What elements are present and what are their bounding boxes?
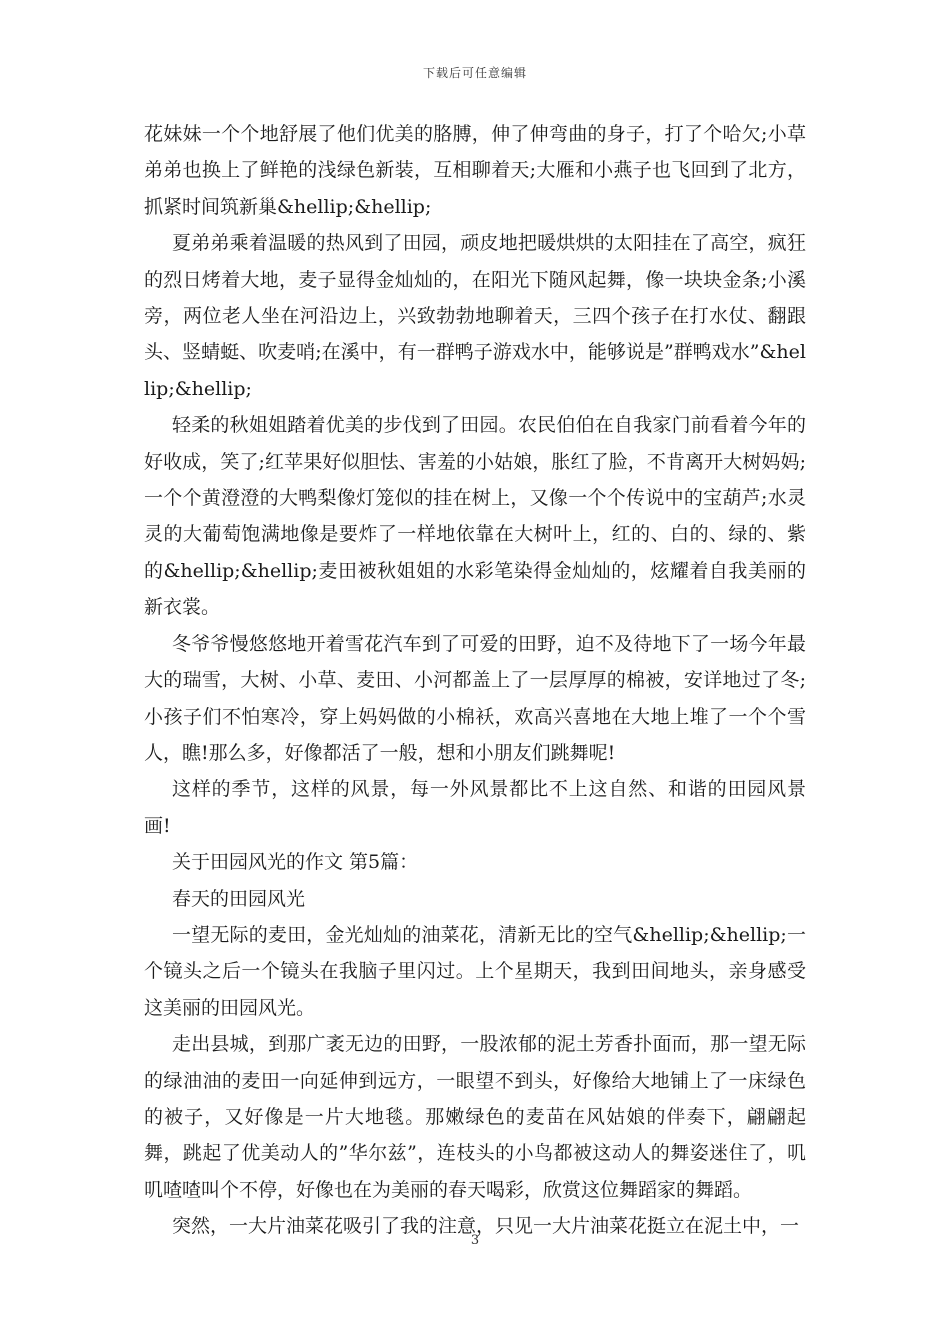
page-header: 下载后可任意编辑	[422, 66, 527, 80]
essay-title: 春天的田园风光	[172, 887, 306, 910]
page-content	[144, 116, 806, 1245]
section-heading: 关于田园风光的作文 第5篇：	[172, 851, 419, 874]
paragraph-8: 突然，一大片油菜花吸引了我的注意，只见一大片油菜花挺立在泥土中，一	[172, 1215, 800, 1238]
paragraph-4: 冬爷爷慢悠悠地开着雪花汽车到了可爱的田野，迫不及待地下了一场今年最大的瑞雪，大树、小草、麦田、小河都盖上了一层厚厚的棉被，安详地过了冬;小孩子们不怕寒冷，穿上妈妈做的小棉袄，欢高兴喜地在大地上堆了一个个雪人，瞧!那么多，好像都活了一般，想和小朋友们跳舞呢!	[144, 632, 806, 764]
paragraph-1: 花妹妹一个个地舒展了他们优美的胳膊，伸了伸弯曲的身子，打了个哈欠;小草弟弟也换上了鲜艳的浅绿色新装，互相聊着天;大雁和小燕子也飞回到了北方，抓紧时间筑新巢&hellip;&hellip;	[144, 123, 806, 218]
page-number: 3	[470, 1233, 480, 1248]
paragraph-2: 夏弟弟乘着温暖的热风到了田园，顽皮地把暖烘烘的太阳挂在了高空，疯狂的烈日烤着大地，麦子显得金灿灿的，在阳光下随风起舞，像一块块金条;小溪旁，两位老人坐在河沿边上，兴致勃勃地聊着天，三四个孩子在打水仗、翻跟头、竖蜻蜓、吹麦哨;在溪中，有一群鸭子游戏水中，能够说是”群鸭戏水”&hellip;&hellip;	[144, 232, 806, 400]
paragraph-3: 轻柔的秋姐姐踏着优美的步伐到了田园。农民伯伯在自我家门前看着今年的好收成，笑了;红苹果好似胆怯、害羞的小姑娘，胀红了脸，不肯离开大树妈妈;一个个黄澄澄的大鸭梨像灯笼似的挂在树上，又像一个个传说中的宝葫芦;水灵灵的大葡萄饱满地像是要炸了一样地依靠在大树叶上，红的、白的、绿的、紫的&hellip;&hellip;麦田被秋姐姐的水彩笔染得金灿灿的，炫耀着自我美丽的新衣裳。	[144, 414, 806, 619]
paragraph-5: 这样的季节，这样的风景，每一外风景都比不上这自然、和谐的田园风景画!	[144, 778, 806, 837]
paragraph-6: 一望无际的麦田，金光灿灿的油菜花，清新无比的空气&hellip;&hellip;一个镜头之后一个镜头在我脑子里闪过。上个星期天，我到田间地头，亲身感受这美丽的田园风光。	[144, 923, 806, 1019]
paragraph-7: 走出县城，到那广袤无边的田野，一股浓郁的泥土芳香扑面而，那一望无际的绿油油的麦田一向延伸到远方，一眼望不到头，好像给大地铺上了一床绿色的被子，又好像是一片大地毯。那嫩绿色的麦苗在风姑娘的伴奏下，翩翩起舞，跳起了优美动人的”华尔兹”，连枝头的小鸟都被这动人的舞姿迷住了，叽叽喳喳叫个不停，好像也在为美丽的春天喝彩，欣赏这位舞蹈家的舞蹈。	[144, 1033, 806, 1201]
